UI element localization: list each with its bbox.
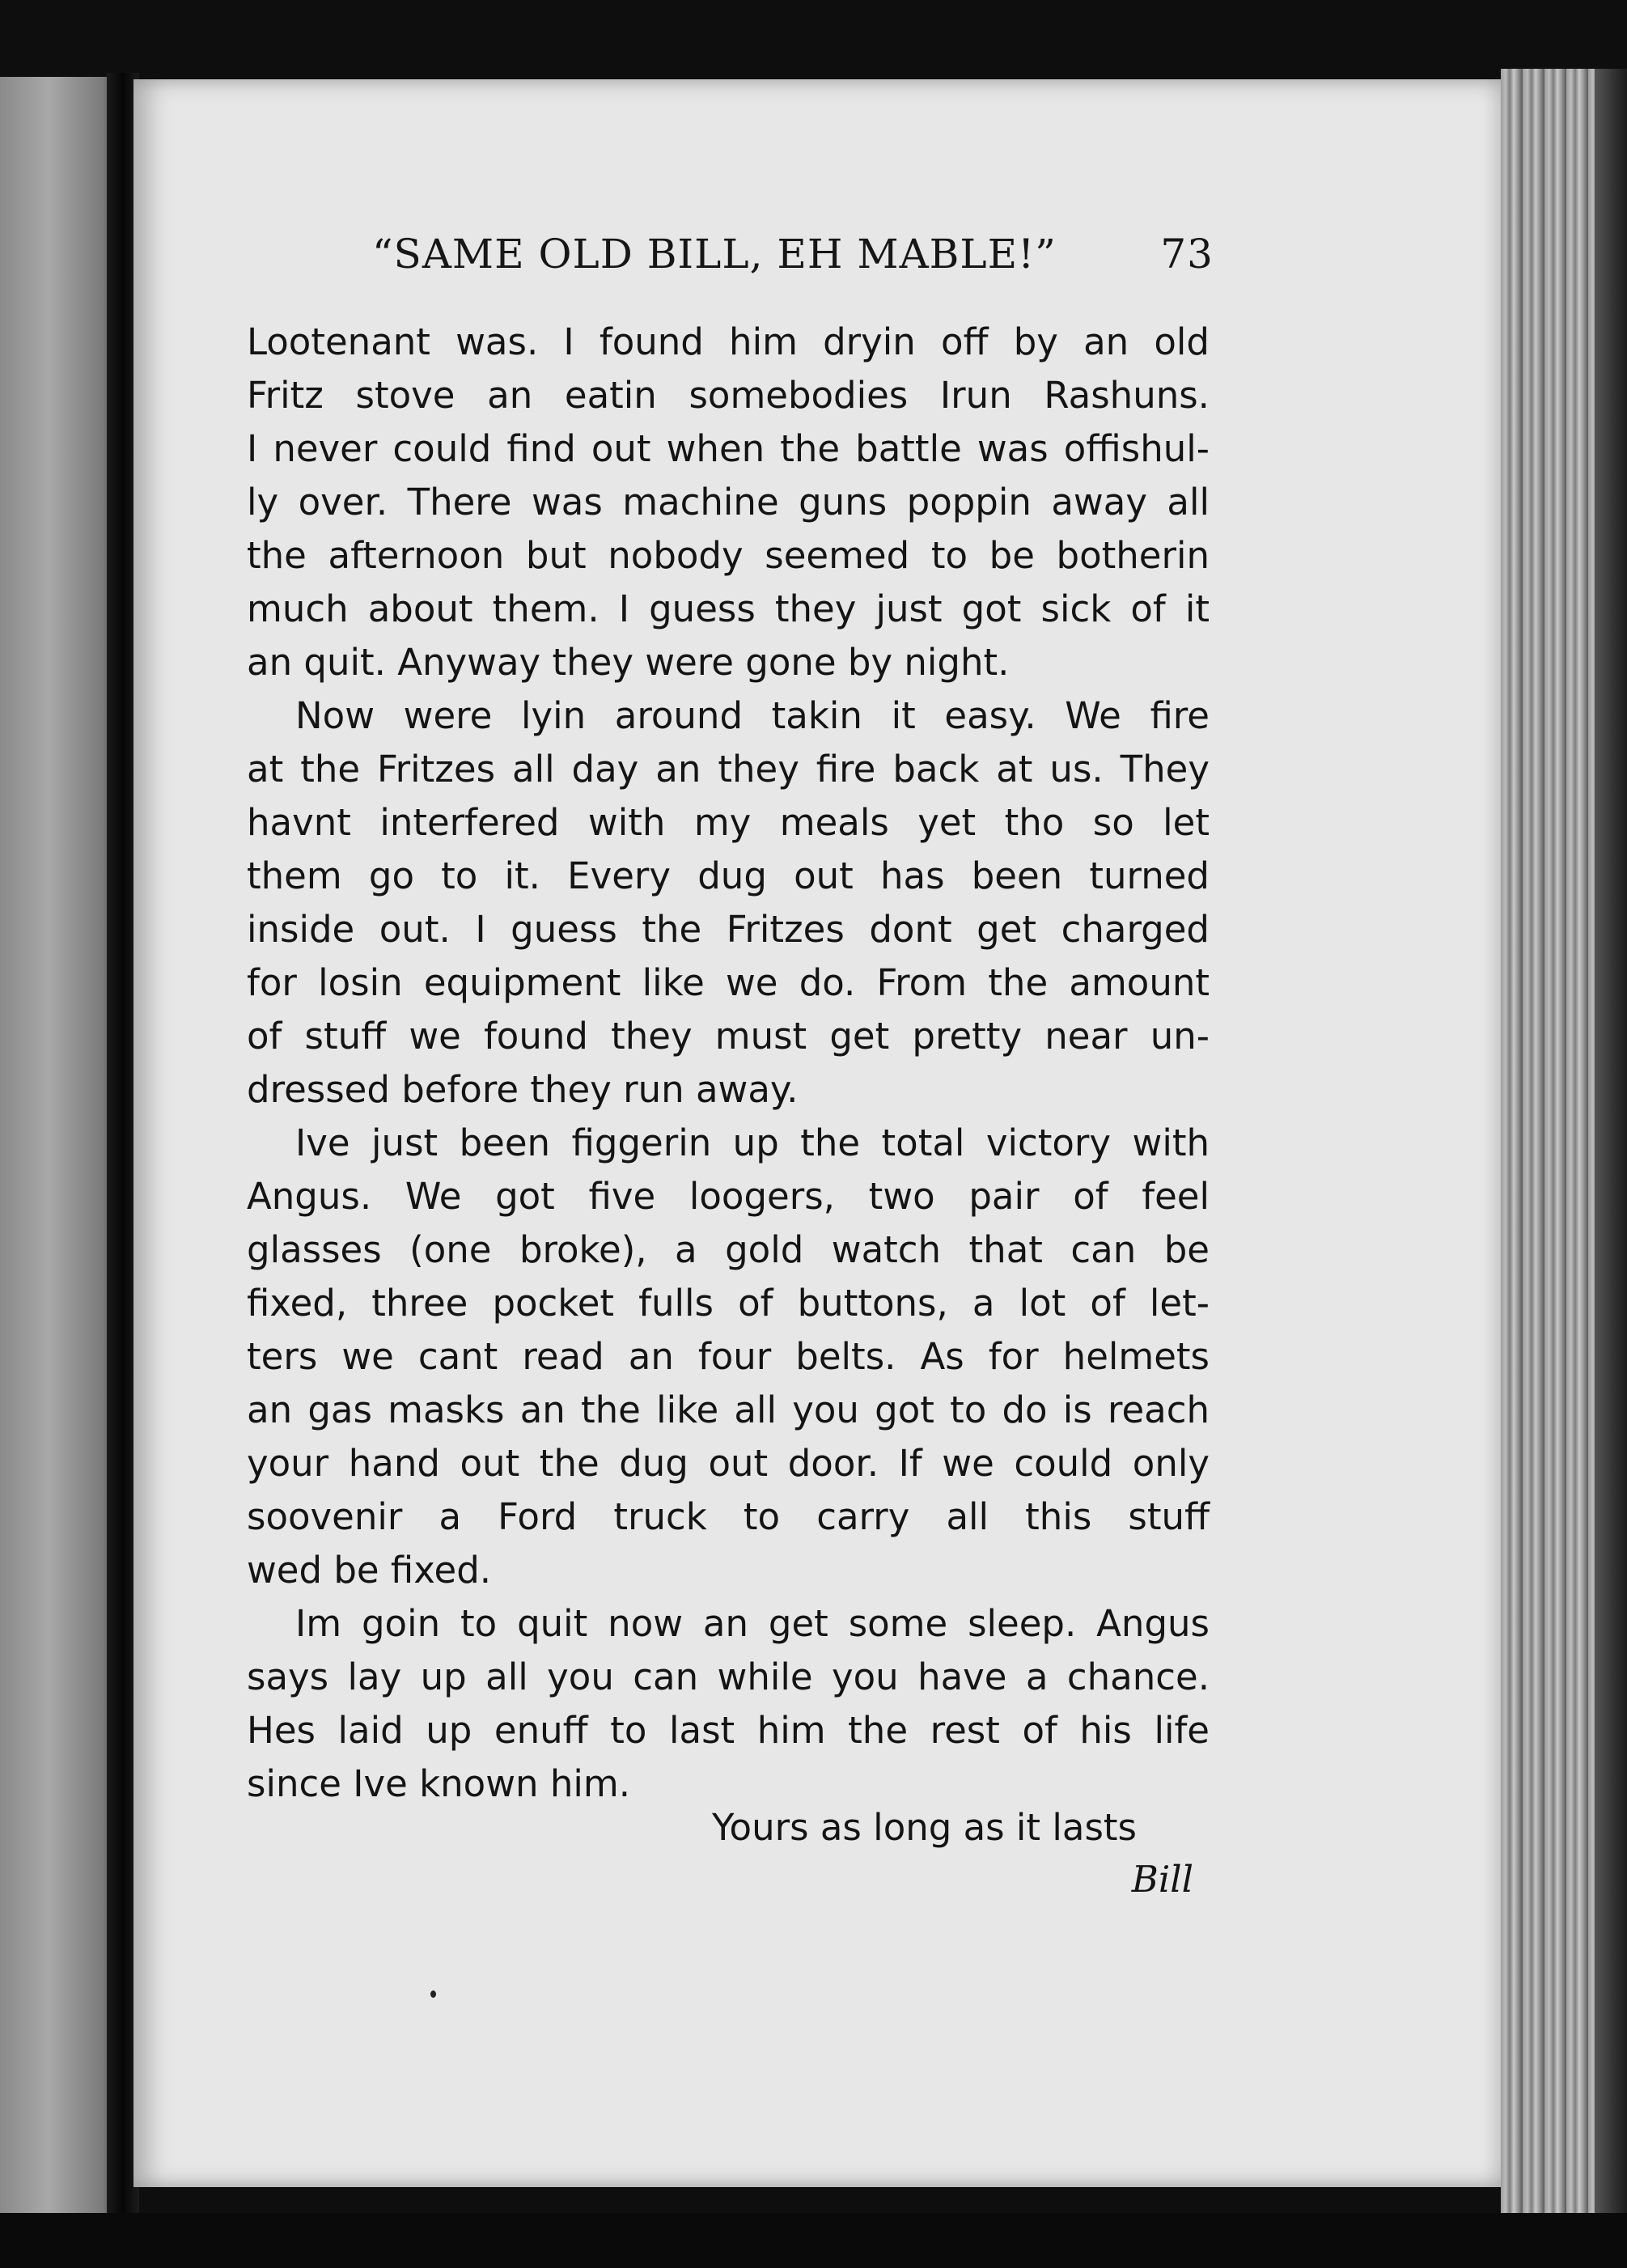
text-line: at the Fritzes all day an they fire back at us. They: [247, 748, 1210, 791]
paragraph-start: Ive just been figgerin up the total victory with: [295, 1121, 1210, 1164]
page-number: 73: [1160, 231, 1214, 278]
running-title: “SAME OLD BILL, EH MABLE!”: [372, 231, 1057, 278]
text-line: your hand out the dug out door. If we could only: [247, 1442, 1210, 1485]
body-text: [247, 316, 1210, 1811]
text-line: havnt interfered with my meals yet tho so let: [247, 801, 1210, 844]
text-line: says lay up all you can while you have a chance.: [247, 1655, 1210, 1698]
facing-page-edge: [0, 77, 121, 2213]
paragraph-start: Im goin to quit now an get some sleep. Angus: [295, 1602, 1210, 1645]
text-line: I never could find out when the battle was offishul-: [247, 427, 1210, 470]
page-edges: [1501, 69, 1627, 2213]
text-line: glasses (one broke), a gold watch that can be: [247, 1228, 1210, 1271]
text-line: them go to it. Every dug out has been turned: [247, 854, 1210, 897]
text-line: for losin equipment like we do. From the amount: [247, 961, 1210, 1004]
text-line: an quit. Anyway they were gone by night.: [247, 641, 1010, 684]
text-line: since Ive known him.: [247, 1762, 630, 1805]
text-line: Hes laid up enuff to last him the rest of his life: [247, 1709, 1210, 1752]
running-head: [372, 231, 1214, 278]
text-line: dressed before they run away.: [247, 1068, 799, 1111]
text-line: fixed, three pocket fulls of buttons, a lot of let-: [247, 1282, 1210, 1325]
scan-border: [0, 2213, 1627, 2268]
text-line: an gas masks an the like all you got to do is reach: [247, 1388, 1210, 1431]
text-line: Angus. We got five loogers, two pair of feel: [247, 1175, 1210, 1218]
text-line: Fritz stove an eatin somebodies Irun Rashuns.: [247, 374, 1210, 417]
text-line: much about them. I guess they just got sick of it: [247, 587, 1210, 630]
text-line: soovenir a Ford truck to carry all this stuff: [247, 1495, 1210, 1538]
text-line: Lootenant was. I found him dryin off by an old: [247, 320, 1210, 363]
paragraph-start: Now were lyin around takin it easy. We fire: [295, 694, 1210, 737]
text-line: wed be fixed.: [247, 1549, 492, 1592]
text-line: inside out. I guess the Fritzes dont get charged: [247, 908, 1210, 951]
text-line: of stuff we found they must get pretty near un-: [247, 1015, 1210, 1058]
text-line: ters we cant read an four belts. As for helmets: [247, 1335, 1210, 1378]
text-line: ly over. There was machine guns poppin away all: [247, 481, 1210, 524]
valediction: Yours as long as it lasts: [712, 1806, 1137, 1849]
ink-speck: [430, 1990, 436, 1998]
text-line: the afternoon but nobody seemed to be botherin: [247, 534, 1210, 577]
signature: Bill: [1131, 1858, 1193, 1901]
